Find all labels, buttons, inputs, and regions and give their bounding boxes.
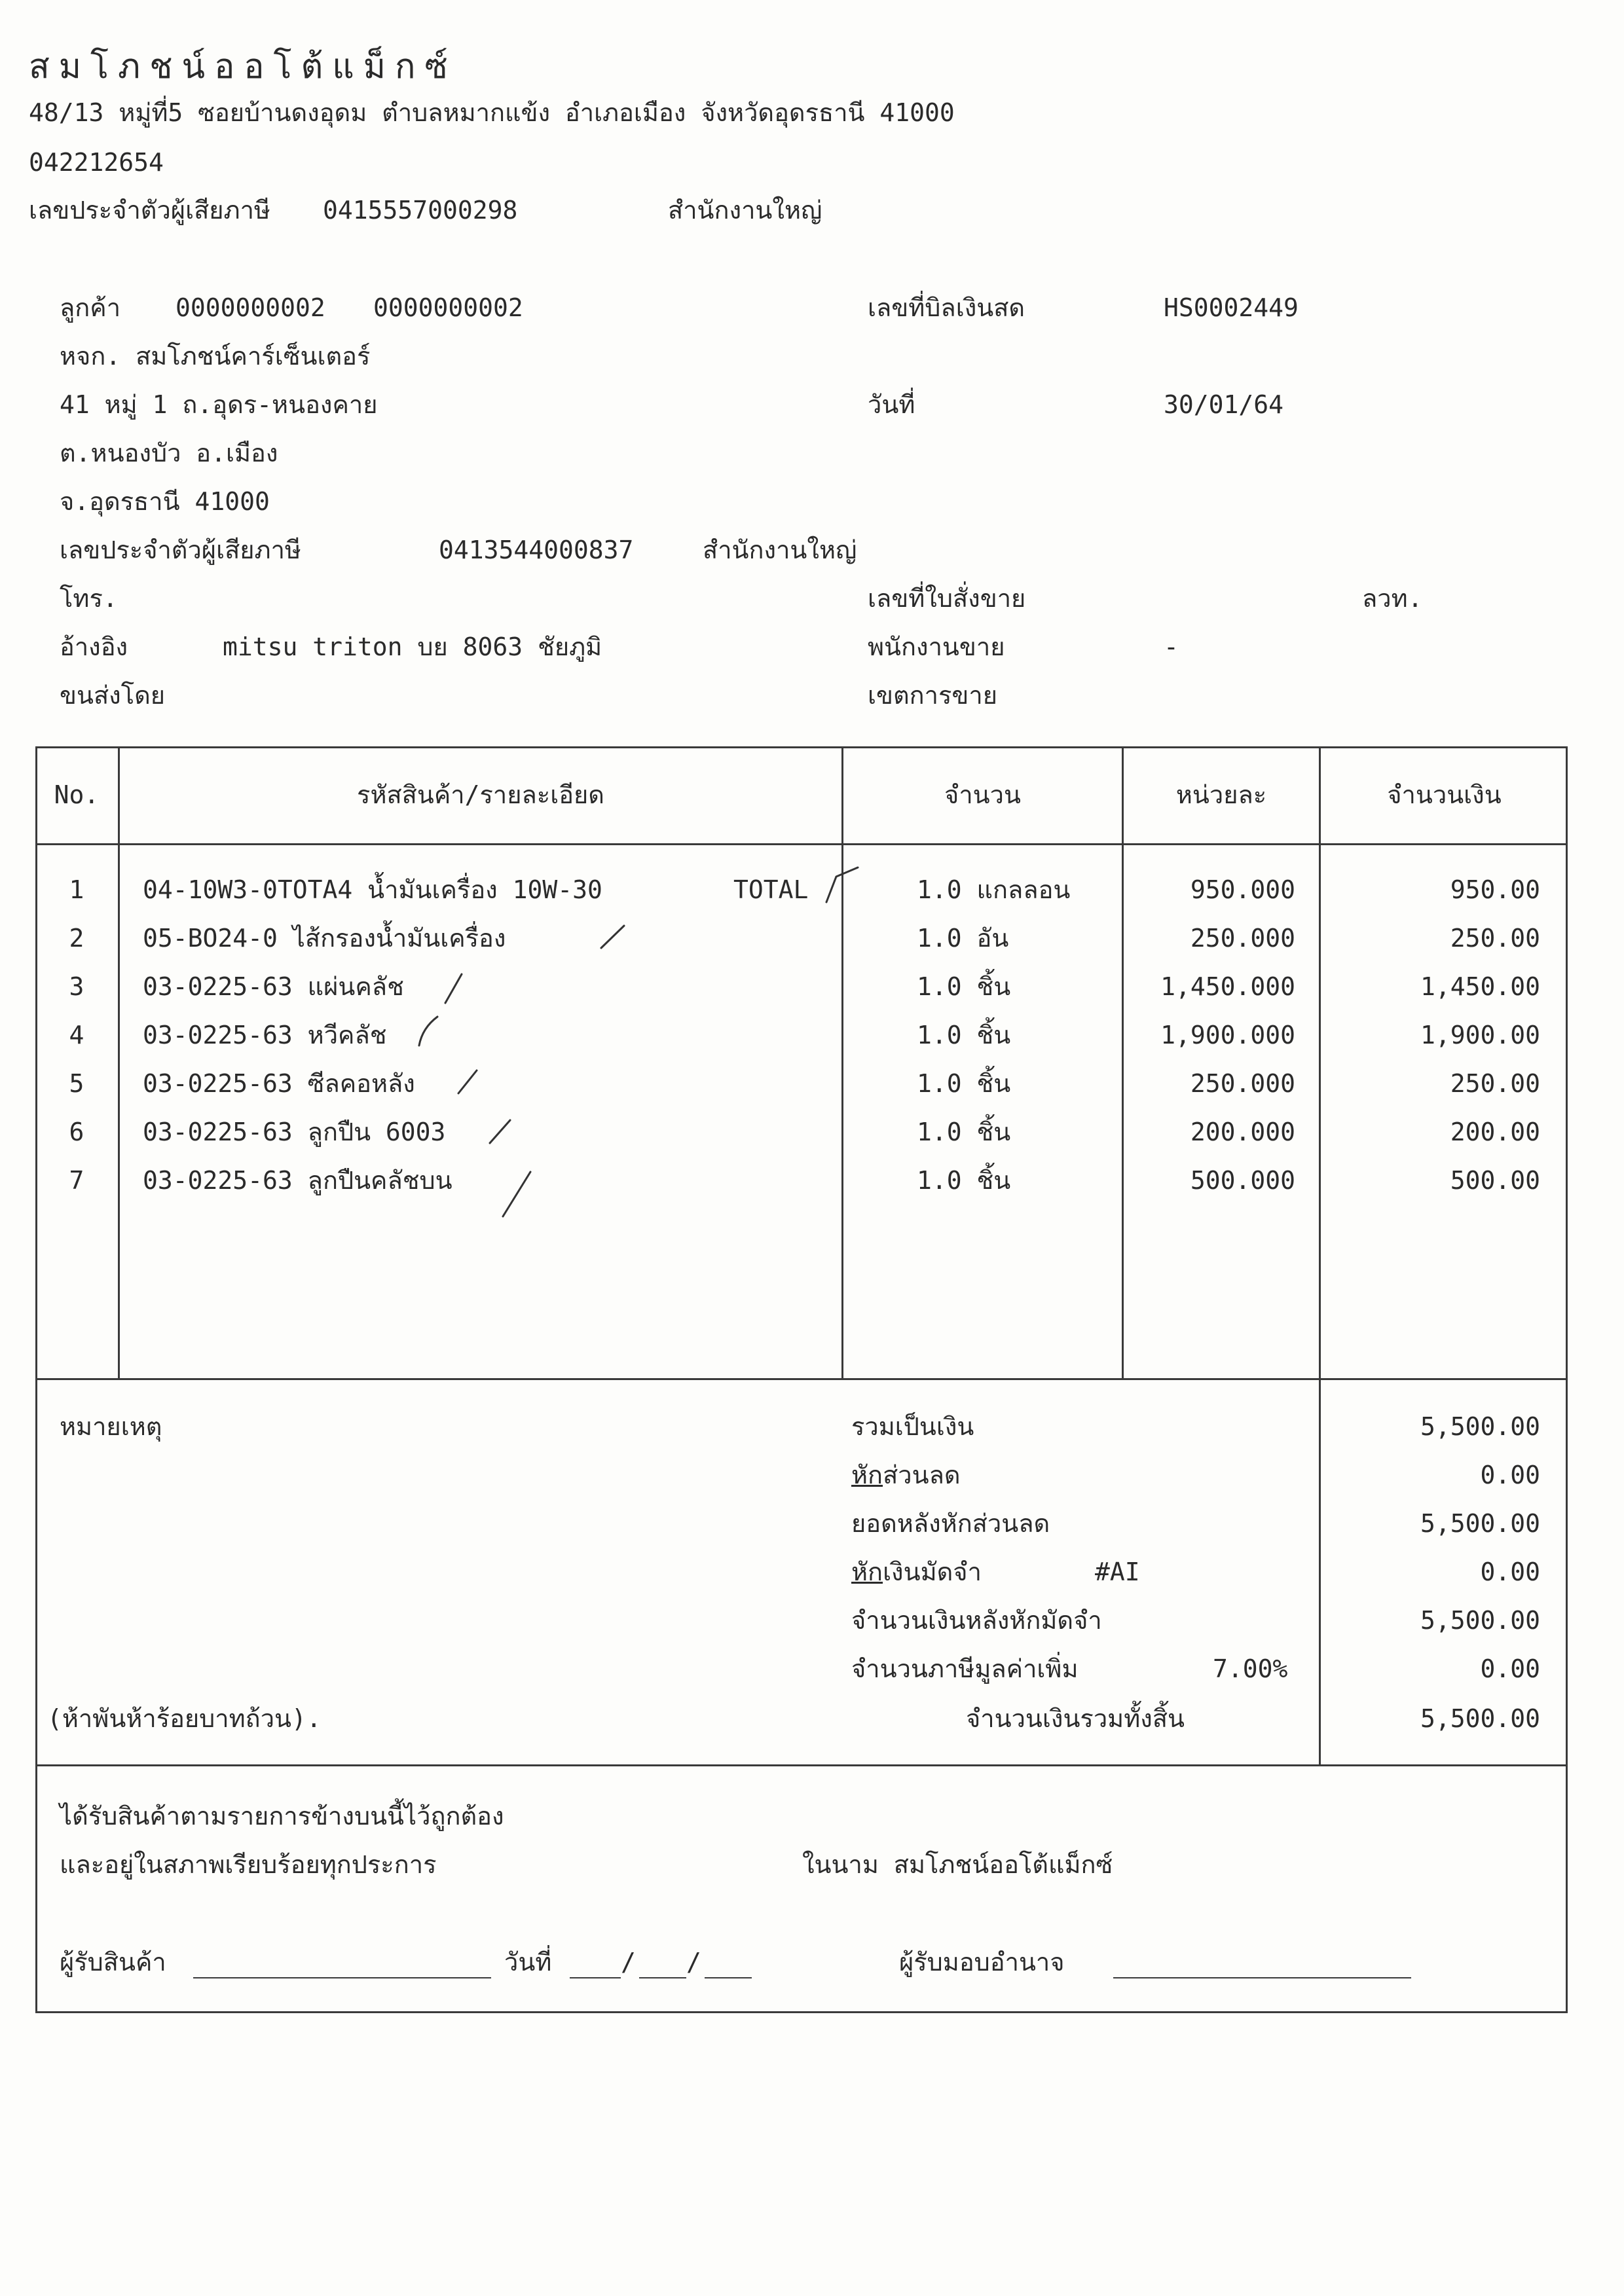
- row-quantity: 1.0 ชิ้น: [917, 1166, 1011, 1195]
- customer-label: ลูกค้า: [60, 293, 121, 322]
- vat-rate: 7.00%: [1213, 1654, 1288, 1683]
- header-quantity: จำนวน: [944, 780, 1021, 809]
- deposit-value: 0.00: [1480, 1558, 1540, 1586]
- customer-code-2: 0000000002: [373, 293, 523, 322]
- row-unit-price: 950.000: [1190, 875, 1295, 904]
- row-unit-price: 250.000: [1190, 924, 1295, 953]
- authorized-signature-line: [1113, 1977, 1411, 1978]
- customer-taxid-label: เลขประจำตัวผู้เสียภาษี: [60, 536, 301, 564]
- deposit-code: #AI: [1095, 1558, 1140, 1586]
- remark-label: หมายเหตุ: [60, 1412, 162, 1441]
- row-amount: 200.00: [1450, 1118, 1540, 1146]
- row-number: 4: [69, 1021, 84, 1049]
- customer-ship-label: ขนส่งโดย: [60, 681, 166, 710]
- company-name: สมโภชน์ออโต้แม็กซ์: [29, 47, 457, 86]
- row-description: 03-0225-63 ลูกปืนคลัชบน: [143, 1166, 452, 1195]
- receive-date-month-line: [639, 1977, 686, 1978]
- row-quantity: 1.0 ชิ้น: [917, 1118, 1011, 1146]
- row-description: 03-0225-63 หวีคลัช: [143, 1021, 387, 1049]
- grand-total-value: 5,500.00: [1420, 1704, 1540, 1733]
- header-amount: จำนวนเงิน: [1387, 780, 1502, 809]
- row-quantity: 1.0 อัน: [917, 924, 1009, 953]
- customer-address-2: ต.หนองบัว อ.เมือง: [60, 439, 278, 467]
- row-number: 2: [69, 924, 84, 953]
- company-taxid: 0415557000298: [323, 196, 518, 225]
- amount-in-words: (ห้าพันห้าร้อยบาทถ้วน).: [47, 1704, 322, 1733]
- bill-date-label: วันที่: [868, 390, 915, 419]
- row-description: 03-0225-63 ซีลคอหลัง: [143, 1069, 415, 1098]
- row-number: 3: [69, 972, 84, 1001]
- row-unit-price: 1,450.000: [1160, 972, 1295, 1001]
- sales-area-label: เขตการขาย: [868, 681, 997, 710]
- bill-number-label: เลขที่บิลเงินสด: [868, 293, 1025, 322]
- row-quantity: 1.0 แกลลอน: [917, 875, 1071, 904]
- header-description: รหัสสินค้า/รายละเอียด: [357, 780, 604, 809]
- sales-order-value: ลวท.: [1362, 584, 1423, 613]
- customer-name: หจก. สมโภชน์คาร์เซ็นเตอร์: [60, 342, 371, 371]
- row-unit-price: 500.000: [1190, 1166, 1295, 1195]
- salesperson-label: พนักงานขาย: [868, 632, 1005, 661]
- row-number: 5: [69, 1069, 84, 1098]
- discount-label: หักส่วนลด: [851, 1461, 961, 1489]
- row-quantity: 1.0 ชิ้น: [917, 1021, 1011, 1049]
- items-divider: [35, 1378, 1568, 1380]
- company-address: 48/13 หมู่ที่5 ซอยบ้านดงอุดม ตำบลหมากแข้ง อำเภอเมือง จังหวัดอุดรธานี 41000: [29, 98, 955, 127]
- vat-label: จำนวนภาษีมูลค่าเพิ่ม: [851, 1654, 1079, 1683]
- row-amount: 250.00: [1450, 1069, 1540, 1098]
- company-branch: สำนักงานใหญ่: [668, 196, 822, 225]
- subtotal-label: รวมเป็นเงิน: [851, 1412, 974, 1441]
- row-quantity: 1.0 ชิ้น: [917, 972, 1011, 1001]
- row-amount: 1,900.00: [1420, 1021, 1540, 1049]
- row-description: 03-0225-63 ลูกปืน 6003: [143, 1118, 446, 1146]
- after-deposit-label: จำนวนเงินหลังหักมัดจำ: [851, 1606, 1102, 1635]
- receive-date-label: วันที่: [504, 1948, 552, 1977]
- col-divider-no: [118, 746, 120, 1378]
- header-no: No.: [54, 780, 100, 809]
- subtotal-value: 5,500.00: [1420, 1412, 1540, 1441]
- header-unit-price: หน่วยละ: [1175, 780, 1267, 809]
- customer-address-3: จ.อุดรธานี 41000: [60, 487, 270, 516]
- authorized-label: ผู้รับมอบอำนาจ: [899, 1948, 1065, 1977]
- header-divider: [35, 843, 1568, 845]
- row-number: 7: [69, 1166, 84, 1195]
- vat-value: 0.00: [1480, 1654, 1540, 1683]
- row-unit-price: 250.000: [1190, 1069, 1295, 1098]
- row-number: 6: [69, 1118, 84, 1146]
- company-taxid-label: เลขประจำตัวผู้เสียภาษี: [29, 196, 270, 225]
- row-description: 03-0225-63 แผ่นคลัช: [143, 972, 404, 1001]
- row-description: 05-BO24-0 ไส้กรองน้ำมันเครื่อง: [143, 924, 506, 953]
- row-amount: 500.00: [1450, 1166, 1540, 1195]
- customer-branch: สำนักงานใหญ่: [703, 536, 857, 564]
- sales-order-label: เลขที่ใบสั่งขาย: [868, 584, 1026, 613]
- receiver-signature-line: [193, 1977, 491, 1978]
- receiver-label: ผู้รับสินค้า: [60, 1948, 166, 1977]
- discount-value: 0.00: [1480, 1461, 1540, 1489]
- deposit-label: หักเงินมัดจำ: [851, 1558, 982, 1586]
- company-phone: 042212654: [29, 148, 164, 177]
- on-behalf-of: ในนาม สมโภชน์ออโต้แม็กซ์: [802, 1850, 1113, 1879]
- col-divider-desc: [841, 746, 843, 1378]
- bill-date: 30/01/64: [1164, 390, 1284, 419]
- grand-total-label: จำนวนเงินรวมทั้งสิ้น: [966, 1704, 1185, 1733]
- after-discount-label: ยอดหลังหักส่วนลด: [851, 1509, 1050, 1538]
- row-amount: 250.00: [1450, 924, 1540, 953]
- bill-number: HS0002449: [1164, 293, 1299, 322]
- row-quantity: 1.0 ชิ้น: [917, 1069, 1011, 1098]
- col-divider-qty: [1122, 746, 1124, 1378]
- receive-date-sep-1: /: [621, 1948, 636, 1977]
- after-discount-value: 5,500.00: [1420, 1509, 1540, 1538]
- receive-date-year-line: [705, 1977, 752, 1978]
- row-unit-price: 1,900.000: [1160, 1021, 1295, 1049]
- receive-date-day-line: [570, 1977, 621, 1978]
- customer-code-1: 0000000002: [175, 293, 325, 322]
- row-description-extra: TOTAL: [733, 875, 809, 904]
- receipt-statement-2: และอยู่ในสภาพเรียบร้อยทุกประการ: [60, 1850, 437, 1879]
- customer-tel-label: โทร.: [60, 584, 118, 613]
- row-description: 04-10W3-0TOTA4 น้ำมันเครื่อง 10W-30: [143, 875, 602, 904]
- row-amount: 950.00: [1450, 875, 1540, 904]
- receive-date-sep-2: /: [686, 1948, 701, 1977]
- row-amount: 1,450.00: [1420, 972, 1540, 1001]
- customer-address-1: 41 หมู่ 1 ถ.อุดร-หนองคาย: [60, 390, 378, 419]
- customer-ref-label: อ้างอิง: [60, 632, 128, 661]
- row-unit-price: 200.000: [1190, 1118, 1295, 1146]
- totals-divider: [35, 1764, 1568, 1766]
- customer-ref-value: mitsu triton บย 8063 ชัยภูมิ: [223, 632, 602, 661]
- receipt-statement-1: ได้รับสินค้าตามรายการข้างบนนี้ไว้ถูกต้อง: [60, 1802, 504, 1831]
- salesperson-value: -: [1164, 632, 1179, 661]
- row-number: 1: [69, 875, 84, 904]
- after-deposit-value: 5,500.00: [1420, 1606, 1540, 1635]
- customer-taxid: 0413544000837: [439, 536, 634, 564]
